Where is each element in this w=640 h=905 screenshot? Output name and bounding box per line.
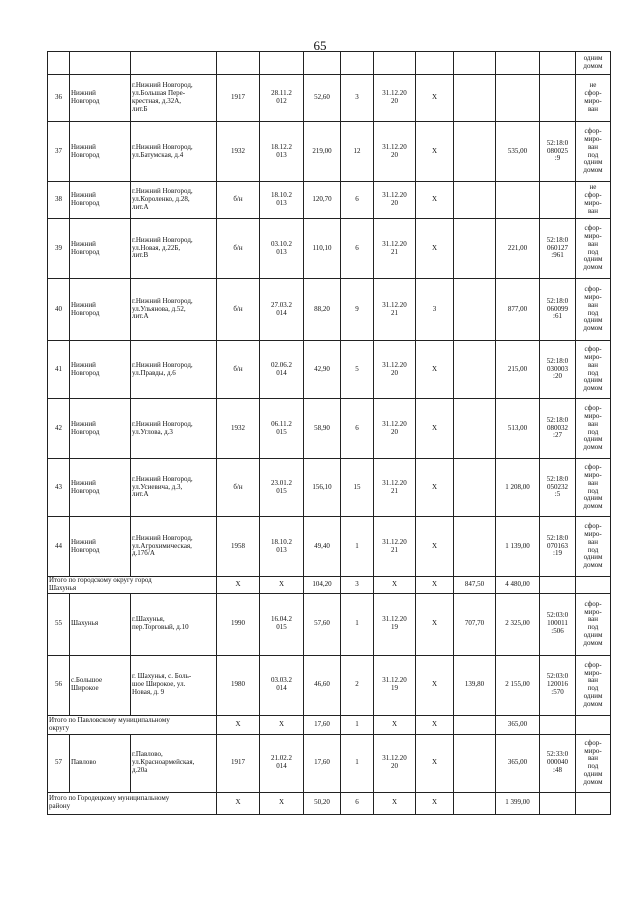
cell-area: 120,70 [304,182,341,219]
cell-date: 27.03.2 014 [260,279,304,341]
cell-year: б/н [217,182,260,219]
empty-cell [576,577,611,594]
cell-persons: 9 [341,279,374,341]
cell-addr: г.Павлово, ул.Красноармейская, д.20а [131,734,217,792]
cell-deadline: 31.12.20 19 [374,655,416,715]
subtotal-row [48,715,611,734]
cell-addr: г.Нижний Новгород, ул.Ульянова, д.52, лит.А [131,279,217,341]
cell-area: 88,20 [304,279,341,341]
cell-city: Нижний Новгород [70,341,131,399]
cell-c11: 535,00 [496,122,540,182]
subtotal-label: Итого по Павловскому муниципальному округу [48,715,217,734]
cell-cad: 52:18:0 060127 :961 [540,219,576,279]
cell-c11: 2 325,00 [496,593,540,655]
cell-c9: Х [416,219,454,279]
cell-c10: 139,80 [454,655,496,715]
cell-status: сфор- миро- ван под одним домом [576,517,611,577]
cell-date: 21.02.2 014 [260,734,304,792]
empty-cell [540,577,576,594]
table-row [48,517,611,577]
subtotal-c11: 365,00 [496,715,540,734]
table-row [48,122,611,182]
cell-year: б/н [217,219,260,279]
cell-date: 06.11.2 015 [260,399,304,459]
cell-n: 56 [48,655,70,715]
cell-c9: Х [416,341,454,399]
cell-addr: г.Шахунья, пер.Торговый, д.10 [131,593,217,655]
cell-c9: Х [416,734,454,792]
cell-c10 [454,517,496,577]
cell-year: 1932 [217,122,260,182]
subtotal-label: Итого по Городецкому муниципальному району [48,792,217,814]
cell-city: Нижний Новгород [70,399,131,459]
cell-c9: Х [416,593,454,655]
table-row [48,279,611,341]
cell-n: 57 [48,734,70,792]
cell-status: сфор- миро- ван под одним домом [576,655,611,715]
subtotal-area: 104,20 [304,577,341,594]
cell-cad: 52:03:0 120016 :570 [540,655,576,715]
cell-date: 03.03.2 014 [260,655,304,715]
cell-c11: 365,00 [496,734,540,792]
subtotal-c8: Х [374,792,416,814]
cell-c10: 707,70 [454,593,496,655]
cell-cad [540,75,576,122]
cell-year: б/н [217,459,260,517]
cell-city: Нижний Новгород [70,459,131,517]
cell-addr: г.Нижний Новгород, ул.Новая, д.22Б, лит.В [131,219,217,279]
cell-year: 1932 [217,399,260,459]
cell-year: 1980 [217,655,260,715]
cell-cad [540,182,576,219]
cell-c9: Х [416,459,454,517]
cell-cad: 52:18:0 070163 :19 [540,517,576,577]
cell-date: 18.10.2 013 [260,517,304,577]
empty-cell [540,792,576,814]
subtotal-label: Итого по городскому округу город Шахунья [48,577,217,594]
cell-c9: Х [416,182,454,219]
cell-deadline: 31.12.20 20 [374,341,416,399]
cell-n: 40 [48,279,70,341]
cell-deadline: 31.12.20 21 [374,219,416,279]
cell-year: 1917 [217,734,260,792]
subtotal-c8: Х [374,577,416,594]
cell-c10 [454,122,496,182]
cell-persons: 1 [341,593,374,655]
cell-area: 110,10 [304,219,341,279]
table-row [48,459,611,517]
cell-city: Нижний Новгород [70,219,131,279]
cell-date: 28.11.2 012 [260,75,304,122]
cell-cad: 52:18:0 060099 :61 [540,279,576,341]
cell-n: 36 [48,75,70,122]
cell-addr: г.Нижний Новгород, ул.Батумская, д.4 [131,122,217,182]
cell-status: не сфор- миро- ван [576,182,611,219]
subtotal-c5: Х [260,792,304,814]
cell-c9: Х [416,399,454,459]
cell-deadline: 31.12.20 20 [374,122,416,182]
cell-c9: Х [416,75,454,122]
cell-c10 [454,182,496,219]
cell-area: 58,90 [304,399,341,459]
subtotal-c10 [454,715,496,734]
cell-c10 [454,341,496,399]
cell-c11 [496,182,540,219]
subtotal-c9: Х [416,792,454,814]
subtotal-c11: 1 399,00 [496,792,540,814]
cell-year: б/н [217,341,260,399]
cell-persons: 15 [341,459,374,517]
cell-c11: 1 139,00 [496,517,540,577]
cell-deadline: 31.12.20 19 [374,593,416,655]
cell-n: 55 [48,593,70,655]
cell-cad: 52:33:0 000040 :48 [540,734,576,792]
subtotal-c10 [454,792,496,814]
cell-city: Павлово [70,734,131,792]
cell-c11: 1 208,00 [496,459,540,517]
cell-city: Нижний Новгород [70,279,131,341]
table-row [48,75,611,122]
table-row [48,219,611,279]
cell-year: б/н [217,279,260,341]
subtotal-persons: 6 [341,792,374,814]
cell-n: 38 [48,182,70,219]
subtotal-persons: 1 [341,715,374,734]
subtotal-c5: Х [260,715,304,734]
cell-addr: г. Шахунья, с. Боль- шое Широкое, ул. Новая, д. 9 [131,655,217,715]
table-row [48,399,611,459]
cell-deadline: 31.12.20 20 [374,75,416,122]
cell-c9: 3 [416,279,454,341]
cell-deadline: 31.12.20 20 [374,734,416,792]
status-cell: одним домом [576,52,611,75]
cell-date: 03.10.2 013 [260,219,304,279]
cell-addr: г.Нижний Новгород, ул.Углова, д.3 [131,399,217,459]
cell-c10 [454,279,496,341]
cell-c11: 877,00 [496,279,540,341]
subtotal-c4: Х [217,577,260,594]
register-table [47,51,611,815]
cell-city: Шахунья [70,593,131,655]
cell-persons: 12 [341,122,374,182]
cell-status: не сфор- миро- ван [576,75,611,122]
cell-n: 39 [48,219,70,279]
cell-c10 [454,219,496,279]
cell-area: 46,60 [304,655,341,715]
cell-deadline: 31.12.20 20 [374,182,416,219]
cell-status: сфор- миро- ван под одним домом [576,219,611,279]
cell-date: 18.10.2 013 [260,182,304,219]
cell-c9: Х [416,122,454,182]
cell-persons: 6 [341,399,374,459]
continuation-row [48,52,611,75]
cell-addr: г.Нижний Новгород, ул.Правды, д.6 [131,341,217,399]
cell-date: 02.06.2 014 [260,341,304,399]
page-number: 65 [313,38,327,53]
cell-city: Нижний Новгород [70,182,131,219]
cell-c10 [454,399,496,459]
cell-persons: 6 [341,219,374,279]
table-row [48,182,611,219]
cell-city: Нижний Новгород [70,517,131,577]
cell-c11: 215,00 [496,341,540,399]
subtotal-row [48,792,611,814]
cell-year: 1990 [217,593,260,655]
cell-area: 156,10 [304,459,341,517]
cell-n: 43 [48,459,70,517]
cell-c11: 2 155,00 [496,655,540,715]
subtotal-c11: 4 480,00 [496,577,540,594]
subtotal-c9: Х [416,577,454,594]
cell-cad: 52:18:0 080032 :27 [540,399,576,459]
cell-c11: 221,00 [496,219,540,279]
table-row [48,341,611,399]
empty-cell [540,715,576,734]
cell-c9: Х [416,655,454,715]
subtotal-c10: 847,50 [454,577,496,594]
cell-status: сфор- миро- ван под одним домом [576,459,611,517]
subtotal-c9: Х [416,715,454,734]
cell-persons: 2 [341,655,374,715]
cell-area: 52,60 [304,75,341,122]
empty-cell [576,792,611,814]
table-row [48,734,611,792]
cell-n: 44 [48,517,70,577]
cell-n: 41 [48,341,70,399]
cell-cad: 52:18:0 050232 :5 [540,459,576,517]
cell-area: 57,60 [304,593,341,655]
cell-status: сфор- миро- ван под одним домом [576,593,611,655]
cell-addr: г.Нижний Новгород, ул.Агрохимическая, д.17б/А [131,517,217,577]
cell-status: сфор- миро- ван под одним домом [576,122,611,182]
cell-status: сфор- миро- ван под одним домом [576,734,611,792]
subtotal-persons: 3 [341,577,374,594]
subtotal-c4: Х [217,792,260,814]
cell-year: 1958 [217,517,260,577]
cell-addr: г.Нижний Новгород, ул.Короленко, д.28, лит.А [131,182,217,219]
cell-c9: Х [416,517,454,577]
cell-c10 [454,734,496,792]
cell-persons: 1 [341,517,374,577]
subtotal-area: 50,20 [304,792,341,814]
cell-cad: 52:03:0 100011 :506 [540,593,576,655]
cell-deadline: 31.12.20 21 [374,517,416,577]
cell-persons: 1 [341,734,374,792]
subtotal-c4: Х [217,715,260,734]
cell-cad: 52:18:0 030003 :20 [540,341,576,399]
cell-status: сфор- миро- ван под одним домом [576,399,611,459]
subtotal-c5: Х [260,577,304,594]
cell-city: с.Большое Широкое [70,655,131,715]
table-row [48,655,611,715]
cell-city: Нижний Новгород [70,75,131,122]
cell-status: сфор- миро- ван под одним домом [576,279,611,341]
cell-persons: 6 [341,182,374,219]
cell-persons: 5 [341,341,374,399]
cell-c10 [454,459,496,517]
cell-n: 42 [48,399,70,459]
cell-n: 37 [48,122,70,182]
cell-area: 42,90 [304,341,341,399]
cell-c11 [496,75,540,122]
cell-addr: г.Нижний Новгород, ул.Усиевича, д.3, лит.А [131,459,217,517]
cell-status: сфор- миро- ван под одним домом [576,341,611,399]
cell-area: 219,00 [304,122,341,182]
cell-deadline: 31.12.20 21 [374,459,416,517]
cell-city: Нижний Новгород [70,122,131,182]
empty-cell [576,715,611,734]
cell-area: 17,60 [304,734,341,792]
cell-addr: г.Нижний Новгород, ул.Большая Пере- крестная, д.32А, лит.Б [131,75,217,122]
cell-c10 [454,75,496,122]
subtotal-area: 17,60 [304,715,341,734]
cell-area: 49,40 [304,517,341,577]
table-row [48,593,611,655]
subtotal-row [48,577,611,594]
subtotal-c8: Х [374,715,416,734]
cell-deadline: 31.12.20 20 [374,399,416,459]
cell-date: 23.01.2 015 [260,459,304,517]
cell-date: 18.12.2 013 [260,122,304,182]
cell-cad: 52:18:0 080025 :9 [540,122,576,182]
cell-c11: 513,00 [496,399,540,459]
cell-persons: 3 [341,75,374,122]
cell-date: 16.04.2 015 [260,593,304,655]
cell-year: 1917 [217,75,260,122]
cell-deadline: 31.12.20 21 [374,279,416,341]
